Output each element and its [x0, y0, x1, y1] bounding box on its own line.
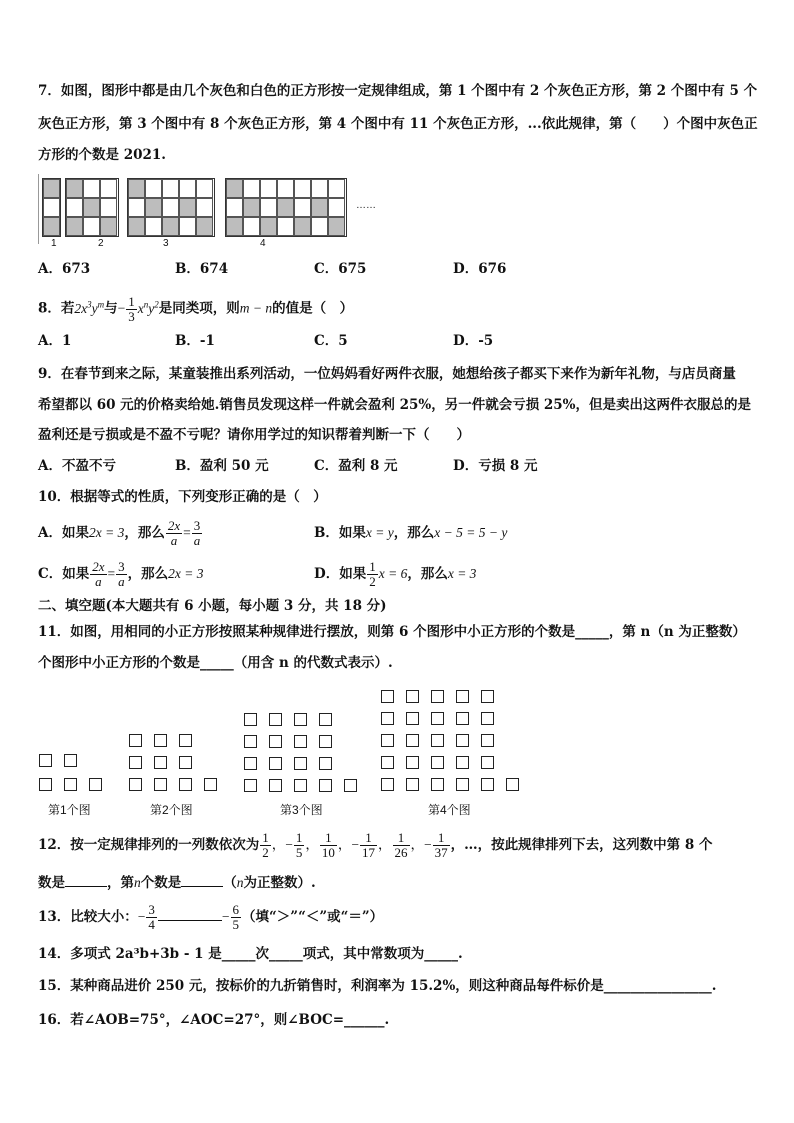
q7-figure [38, 172, 378, 252]
q12-line1: 12．按一定规律排列的一列数依次为 $\frac{1}{2}$ ，− $\frac{1}{5}$ ， $\frac{1}{10}$ ，− $\frac{1}{17}$ ， $\frac{1}{26}$ ，− $\frac{1}{37}$ ，…，按此规律排列下去，这列数中第 8 个 [38, 830, 713, 860]
q10-option-b: B．如果x = y，那么x − 5 = 5 − y [314, 525, 508, 541]
q7-fig2 [65, 178, 119, 237]
q8-term2: $x^ny^2$ [137, 299, 159, 316]
q9-option-c: C．盈利 8 元 [314, 458, 398, 474]
q8-option-c: C．5 [314, 333, 348, 349]
q7-fig4 [225, 178, 347, 237]
q13-line: 13．比较大小：− $\frac{3}{4}$ − $\frac{6}{5}$ （填“＞”“＜”或“＝”） [38, 902, 384, 932]
q8-option-d: D．-5 [453, 333, 494, 349]
q8-term1: $2x^3y^m$ [74, 299, 105, 316]
q7-line2: 灰色正方形，第 3 个图中有 8 个灰色正方形，第 4 个图中有 11 个灰色正方形，...依此规律，第（ ）个图中灰色正 [38, 116, 758, 132]
q12-line2: 数是 ，第n个数是 （n为正整数）. [38, 872, 316, 893]
q9-option-b: B．盈利 50 元 [175, 458, 269, 474]
q9-line1: 9．在春节到来之际，某童装推出系列活动，一位妈妈看好两件衣服，她想给孩子都买下来作为新年礼物，与店员商量 [38, 366, 736, 382]
q9-line3: 盈利还是亏损或是不盈不亏呢？请你用学过的知识帮着判断一下（ ） [38, 427, 470, 443]
q9-option-a: A．不盈不亏 [38, 458, 116, 474]
q11-caption-3: 第3个图 [280, 803, 323, 817]
q7-line1: 7．如图，图形中都是由几个灰色和白色的正方形按一定规律组成，第 1 个图中有 2 个灰色正方形，第 2 个图中有 5 个 [38, 83, 758, 99]
q8-stem: 8．若$2x^3y^m$与− $\frac{1}{3}$ $x^ny^2$是同类项，则m − n的值是（ ） [38, 293, 354, 324]
q8-suffix: 是同类项，则 [158, 300, 240, 317]
q11-line1: 11．如图，用相同的小正方形按照某种规律进行摆放，则第 6 个图形中小正方形的个数是_____，第 n（n 为正整数） [38, 624, 746, 640]
q10-option-d: D．如果 $\frac{1}{2}$ x = 6，那么x = 3 [314, 559, 477, 589]
q11-line2: 个图形中小正方形的个数是_____（用含 n 的代数式表示）. [38, 655, 393, 671]
q7-label-4: 4 [260, 238, 266, 249]
q16-line: 16．若∠AOB=75°，∠AOC=27°，则∠BOC=______. [38, 1012, 390, 1028]
q7-option-a: A．673 [38, 261, 91, 277]
q10-option-c: C．如果 $\frac{2x}{a}$ = $\frac{3}{a}$ ，那么2x = 3 [38, 559, 204, 589]
section2-heading: 二、填空题(本大题共有 6 小题，每小题 3 分，共 18 分) [38, 598, 387, 614]
q10-stem: 10．根据等式的性质，下列变形正确的是（ ） [38, 489, 327, 505]
q7-option-b: B．674 [175, 261, 229, 277]
q8-tail: 的值是（ ） [272, 300, 354, 317]
q7-option-c: C．675 [314, 261, 367, 277]
q8-mid: 与 [104, 300, 118, 317]
q7-label-1: 1 [51, 238, 57, 249]
q7-fig3 [127, 178, 215, 237]
q14-line: 14．多项式 2a³b+3b - 1 是_____次_____项式，其中常数项为_____. [38, 946, 463, 962]
q8-option-b: B．-1 [175, 333, 215, 349]
q10-option-a: A．如果2x = 3，那么 $\frac{2x}{a}$ = $\frac{3}{a}$ [38, 518, 201, 548]
q11-caption-2: 第2个图 [150, 803, 193, 817]
q7-line3: 方形的个数是 2021. [38, 147, 166, 163]
q7-fig1 [42, 178, 61, 237]
q7-label-3: 3 [163, 238, 169, 249]
q15-line: 15．某种商品进价 250 元，按标价的九折销售时，利润率为 15.2%，则这种商品每件标价是________________. [38, 978, 717, 994]
q11-caption-1: 第1个图 [48, 803, 91, 817]
q7-label-2: 2 [98, 238, 104, 249]
q11-caption-4: 第4个图 [428, 803, 471, 817]
q8-option-a: A．1 [38, 333, 72, 349]
q9-option-d: D．亏损 8 元 [453, 458, 538, 474]
q9-line2: 希望都以 60 元的价格卖给她.销售员发现这样一件就会盈利 25%，另一件就会亏损 25%，但是卖出这两件衣服总的是 [38, 397, 752, 413]
q8-prefix: 8．若 [38, 300, 75, 317]
q7-ellipsis: …… [356, 200, 376, 211]
q7-option-d: D．676 [453, 261, 507, 277]
